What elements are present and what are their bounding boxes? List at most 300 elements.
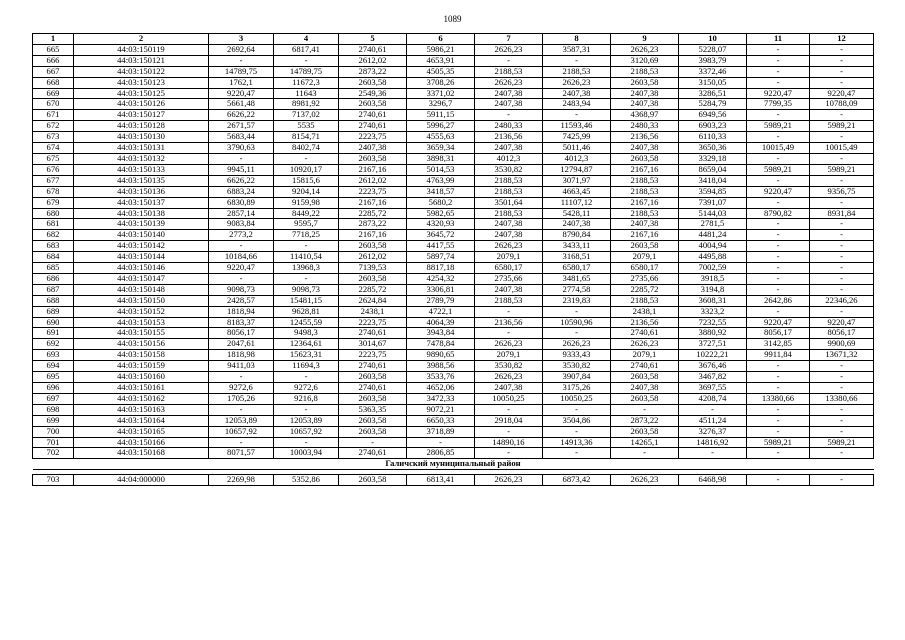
table-cell: 3790,63 (209, 143, 274, 154)
table-cell: 4012,3 (475, 153, 543, 164)
table-cell: 2188,53 (611, 175, 679, 186)
table-cell: 9072,21 (407, 404, 475, 415)
table-cell: 5989,21 (810, 437, 874, 448)
table-cell: 3608,31 (679, 295, 747, 306)
table-cell: 9220,47 (810, 88, 874, 99)
table-cell: 6813,41 (407, 475, 475, 486)
table-cell: 2188,53 (611, 295, 679, 306)
table-cell: 2603,58 (611, 77, 679, 88)
table-cell: - (747, 219, 810, 230)
table-cell: 2626,23 (543, 77, 611, 88)
table-row (33, 328, 874, 339)
table-cell: 2740,61 (339, 110, 407, 121)
table-cell: - (209, 153, 274, 164)
table-cell: 3150,05 (679, 77, 747, 88)
table-cell: 2603,58 (611, 153, 679, 164)
table-cell: 2603,58 (611, 393, 679, 404)
table-cell: 14789,75 (274, 66, 339, 77)
table-cell: 680 (33, 208, 74, 219)
table-row (33, 132, 874, 143)
table-cell: 2603,58 (339, 153, 407, 164)
table-cell: 2136,56 (475, 317, 543, 328)
table-cell: - (747, 475, 810, 486)
table-cell: 9900,69 (810, 339, 874, 350)
table-cell: 696 (33, 383, 74, 394)
table-cell: - (274, 437, 339, 448)
table-cell: 2223,75 (339, 132, 407, 143)
table-cell: 2188,53 (475, 208, 543, 219)
table-cell: 44:03:150160 (74, 372, 209, 383)
table-cell: 7139,53 (339, 263, 407, 274)
table-cell: - (747, 361, 810, 372)
table-cell: 44:03:150150 (74, 295, 209, 306)
table-cell: 2167,16 (339, 164, 407, 175)
table-cell: 6468,98 (679, 475, 747, 486)
column-header: 3 (209, 34, 274, 45)
table-cell: 674 (33, 143, 74, 154)
table-cell: 3071,97 (543, 175, 611, 186)
table-cell: 2789,79 (407, 295, 475, 306)
table-cell: 2407,38 (475, 219, 543, 230)
table-cell: 7002,59 (679, 263, 747, 274)
table-cell: - (209, 437, 274, 448)
table-cell: - (747, 284, 810, 295)
table-cell: 3467,82 (679, 372, 747, 383)
table-cell: 9204,14 (274, 186, 339, 197)
table-cell: 2285,72 (339, 284, 407, 295)
table-cell: 3880,92 (679, 328, 747, 339)
table-cell: 2319,83 (543, 295, 611, 306)
table-cell: 13968,3 (274, 263, 339, 274)
table-cell: 2549,36 (339, 88, 407, 99)
table-cell: 702 (33, 448, 74, 459)
table-cell: 2188,53 (611, 186, 679, 197)
table-cell: 5014,53 (407, 164, 475, 175)
table-row (33, 273, 874, 284)
table-cell: 2438,1 (611, 306, 679, 317)
table-cell: 44:03:150119 (74, 44, 209, 55)
table-cell: 2735,66 (611, 273, 679, 284)
table-cell: 10003,94 (274, 448, 339, 459)
table-cell: 2671,57 (209, 121, 274, 132)
table-cell: 44:03:150136 (74, 186, 209, 197)
table-cell: 6626,22 (209, 175, 274, 186)
table-cell: - (679, 448, 747, 459)
table-cell: - (747, 132, 810, 143)
table-cell: - (747, 306, 810, 317)
table-cell: 44:03:150125 (74, 88, 209, 99)
table-cell: 44:03:150127 (74, 110, 209, 121)
table-row (33, 252, 874, 263)
table-cell: 678 (33, 186, 74, 197)
table-cell: 2603,58 (339, 372, 407, 383)
table-cell: 2603,58 (339, 77, 407, 88)
table-cell: 3306,81 (407, 284, 475, 295)
table-cell: 701 (33, 437, 74, 448)
table-cell: 3323,2 (679, 306, 747, 317)
table-cell: 44:03:150159 (74, 361, 209, 372)
table-cell: 2136,56 (611, 132, 679, 143)
table-cell: 5989,21 (810, 121, 874, 132)
table-cell: - (747, 153, 810, 164)
column-header: 5 (339, 34, 407, 45)
table-cell: 2188,53 (475, 175, 543, 186)
column-header: 10 (679, 34, 747, 45)
table-cell: - (543, 110, 611, 121)
table-cell: - (810, 273, 874, 284)
table-cell: 2428,57 (209, 295, 274, 306)
table-cell: 692 (33, 339, 74, 350)
table-cell: 669 (33, 88, 74, 99)
table-cell: - (747, 110, 810, 121)
table-cell: 2773,2 (209, 230, 274, 241)
table-cell: 2873,22 (339, 219, 407, 230)
table-cell: 1818,94 (209, 306, 274, 317)
table-row (33, 306, 874, 317)
table-cell: 6903,23 (679, 121, 747, 132)
table-cell: - (209, 273, 274, 284)
table-cell: 683 (33, 241, 74, 252)
table-cell: 2407,38 (475, 230, 543, 241)
table-cell: 4722,1 (407, 306, 475, 317)
table-cell: 2188,53 (475, 66, 543, 77)
table-row (33, 66, 874, 77)
table-cell: 8154,71 (274, 132, 339, 143)
table-cell: 44:03:150148 (74, 284, 209, 295)
table-cell: 12455,59 (274, 317, 339, 328)
table-cell: 9216,8 (274, 393, 339, 404)
table-cell: 4555,63 (407, 132, 475, 143)
table-cell: 5352,86 (274, 475, 339, 486)
table-row (33, 153, 874, 164)
table-cell: - (611, 448, 679, 459)
table-cell: 3014,67 (339, 339, 407, 350)
table-cell: 5989,21 (747, 164, 810, 175)
table-cell: 682 (33, 230, 74, 241)
table-cell: 10184,66 (209, 252, 274, 263)
table-cell: 9890,65 (407, 350, 475, 361)
table-cell: 3371,02 (407, 88, 475, 99)
table-cell: 3194,8 (679, 284, 747, 295)
table-cell: 3587,31 (543, 44, 611, 55)
column-header: 2 (74, 34, 209, 45)
table-row (33, 143, 874, 154)
table-cell: 2626,23 (475, 44, 543, 55)
table-cell: 2188,53 (611, 208, 679, 219)
table-cell: 2624,84 (339, 295, 407, 306)
table-cell: - (810, 475, 874, 486)
table-cell: 2626,23 (475, 77, 543, 88)
table-cell: 2483,94 (543, 99, 611, 110)
table-cell: 689 (33, 306, 74, 317)
table-cell: 8790,84 (543, 230, 611, 241)
table-cell: 3988,56 (407, 361, 475, 372)
table-cell: - (274, 372, 339, 383)
table-cell: 2407,38 (543, 88, 611, 99)
table-cell: 2918,04 (475, 415, 543, 426)
table-cell: - (810, 241, 874, 252)
table-row (33, 110, 874, 121)
table-cell: 4320,93 (407, 219, 475, 230)
table-cell: 677 (33, 175, 74, 186)
table-cell: - (611, 404, 679, 415)
table-row (33, 219, 874, 230)
table-row (33, 383, 874, 394)
table-row (33, 475, 874, 486)
table-cell: 2774,58 (543, 284, 611, 295)
table-cell: 2480,33 (475, 121, 543, 132)
table-cell: 7718,25 (274, 230, 339, 241)
table-cell: 14265,1 (611, 437, 679, 448)
table-cell: 3530,82 (475, 164, 543, 175)
table-cell: - (810, 426, 874, 437)
table-cell: 3372,46 (679, 66, 747, 77)
table-cell: 1705,26 (209, 393, 274, 404)
table-cell: 3983,79 (679, 55, 747, 66)
table-cell: 44:03:150147 (74, 273, 209, 284)
table-cell: 2740,61 (339, 448, 407, 459)
table-cell: 3120,69 (611, 55, 679, 66)
table-cell: 2612,02 (339, 55, 407, 66)
table-cell: 2603,58 (339, 475, 407, 486)
table-cell: 44:03:150146 (74, 263, 209, 274)
table-cell: 8056,17 (209, 328, 274, 339)
table-cell: 44:03:150140 (74, 230, 209, 241)
table-cell: 9220,47 (747, 88, 810, 99)
header-row (33, 34, 874, 45)
table-cell: 5680,2 (407, 197, 475, 208)
table-cell: 691 (33, 328, 74, 339)
table-cell: 6873,42 (543, 475, 611, 486)
table-cell: - (810, 230, 874, 241)
table-cell: 2806,85 (407, 448, 475, 459)
table-cell: - (810, 197, 874, 208)
table-cell: - (679, 404, 747, 415)
table-row (33, 175, 874, 186)
table-cell: 2626,23 (475, 339, 543, 350)
table-row (33, 88, 874, 99)
table-cell: 13380,66 (747, 393, 810, 404)
table-cell: 2407,38 (611, 219, 679, 230)
table-cell: 2603,58 (339, 241, 407, 252)
table-cell: 7799,35 (747, 99, 810, 110)
table-cell: 2188,53 (611, 66, 679, 77)
table-cell: 9945,11 (209, 164, 274, 175)
table-cell: 8817,18 (407, 263, 475, 274)
table-cell: 6883,24 (209, 186, 274, 197)
column-header: 11 (747, 34, 810, 45)
table-cell: 700 (33, 426, 74, 437)
table-cell: 703 (33, 475, 74, 486)
table-cell: 5982,65 (407, 208, 475, 219)
table-cell: - (407, 437, 475, 448)
table-cell: 4481,24 (679, 230, 747, 241)
table-cell: 2167,16 (339, 230, 407, 241)
table-cell: - (747, 44, 810, 55)
table-cell: 4763,99 (407, 175, 475, 186)
table-cell: - (475, 404, 543, 415)
table-cell: 11410,54 (274, 252, 339, 263)
table-cell: - (810, 415, 874, 426)
table-cell: - (475, 306, 543, 317)
table-cell: 6580,17 (475, 263, 543, 274)
table-cell: 2740,61 (611, 361, 679, 372)
table-cell: 5911,15 (407, 110, 475, 121)
table-cell: 693 (33, 350, 74, 361)
table-cell: 7137,02 (274, 110, 339, 121)
table-cell: 8402,74 (274, 143, 339, 154)
table-cell: 2079,1 (475, 252, 543, 263)
table-cell: 10015,49 (747, 143, 810, 154)
table-row (33, 164, 874, 175)
table-cell: 5986,21 (407, 44, 475, 55)
table-cell: 2626,23 (475, 372, 543, 383)
table-cell: 44:03:150138 (74, 208, 209, 219)
table-cell: - (810, 77, 874, 88)
table-cell: 3418,04 (679, 175, 747, 186)
table-cell: 5228,07 (679, 44, 747, 55)
table-cell: 2873,22 (339, 66, 407, 77)
table-cell: - (810, 372, 874, 383)
table-row (33, 99, 874, 110)
table-cell: 14913,36 (543, 437, 611, 448)
table-row (33, 241, 874, 252)
section-title: Галичский муниципальный район (33, 459, 874, 470)
table-cell: 9220,47 (747, 317, 810, 328)
table-cell: 11107,12 (543, 197, 611, 208)
table-cell: 2047,61 (209, 339, 274, 350)
table-cell: 3175,26 (543, 383, 611, 394)
table-cell: 2626,23 (611, 44, 679, 55)
table-cell: 11694,3 (274, 361, 339, 372)
table-cell: 3943,84 (407, 328, 475, 339)
table-cell: - (209, 241, 274, 252)
table-row (33, 415, 874, 426)
table-cell: - (810, 383, 874, 394)
table-cell: 14816,92 (679, 437, 747, 448)
table-cell: 15815,6 (274, 175, 339, 186)
table-cell: - (274, 273, 339, 284)
table-cell: 3533,76 (407, 372, 475, 383)
table-cell: 2407,38 (611, 383, 679, 394)
table-cell: 5011,46 (543, 143, 611, 154)
table-row (33, 230, 874, 241)
table-cell: 4663,45 (543, 186, 611, 197)
table-cell: 4208,74 (679, 393, 747, 404)
table-cell: 11643 (274, 88, 339, 99)
table-cell: 12053,89 (274, 415, 339, 426)
table-cell: 10657,92 (274, 426, 339, 437)
table-cell: - (810, 284, 874, 295)
table-cell: 2079,1 (611, 350, 679, 361)
table-cell: 2740,61 (611, 328, 679, 339)
table-cell: - (747, 66, 810, 77)
table-cell: 2407,38 (475, 383, 543, 394)
table-cell: 44:04:000000 (74, 475, 209, 486)
table-cell: 12364,61 (274, 339, 339, 350)
table-cell: 6626,22 (209, 110, 274, 121)
table-cell: - (543, 306, 611, 317)
table-cell: 2223,75 (339, 317, 407, 328)
table-row (33, 448, 874, 459)
table-cell: 9220,47 (747, 186, 810, 197)
table-cell: 7425,99 (543, 132, 611, 143)
table-cell: 2407,38 (543, 219, 611, 230)
table-cell: 44:03:150121 (74, 55, 209, 66)
table-row (33, 317, 874, 328)
table-cell: 4653,91 (407, 55, 475, 66)
table-cell: 5996,27 (407, 121, 475, 132)
table-cell: 4004,94 (679, 241, 747, 252)
table-cell: - (747, 383, 810, 394)
table-row (33, 55, 874, 66)
table-cell: 9272,6 (209, 383, 274, 394)
table-cell: 9083,84 (209, 219, 274, 230)
table-cell: 44:03:150126 (74, 99, 209, 110)
column-header: 9 (611, 34, 679, 45)
table-cell: 44:03:150153 (74, 317, 209, 328)
table-cell: 4495,88 (679, 252, 747, 263)
table-cell: - (209, 55, 274, 66)
table-cell: 6580,17 (611, 263, 679, 274)
table-cell: 44:03:150123 (74, 77, 209, 88)
table-cell: 2136,56 (611, 317, 679, 328)
table-cell: 698 (33, 404, 74, 415)
table-cell: - (810, 44, 874, 55)
table-row (33, 284, 874, 295)
table-cell: 679 (33, 197, 74, 208)
table-cell: 2740,61 (339, 328, 407, 339)
table-cell: 8981,92 (274, 99, 339, 110)
table-cell: 9595,7 (274, 219, 339, 230)
table-cell: - (747, 252, 810, 263)
table-cell: 3276,37 (679, 426, 747, 437)
table-cell: 2781,5 (679, 219, 747, 230)
table-cell: - (810, 175, 874, 186)
table-cell: 2692,64 (209, 44, 274, 55)
table-cell: 2407,38 (611, 143, 679, 154)
table-cell: 10050,25 (543, 393, 611, 404)
table-cell: - (747, 263, 810, 274)
table-cell: 4511,24 (679, 415, 747, 426)
table-cell: 3530,82 (475, 361, 543, 372)
table-cell: 672 (33, 121, 74, 132)
table-cell: 3718,89 (407, 426, 475, 437)
table-cell: 8790,82 (747, 208, 810, 219)
table-cell: - (810, 361, 874, 372)
table-cell: 2223,75 (339, 186, 407, 197)
table-cell: 44:03:150139 (74, 219, 209, 230)
table-cell: - (475, 448, 543, 459)
table-cell: 9159,98 (274, 197, 339, 208)
table-cell: 3142,85 (747, 339, 810, 350)
table-cell: 44:03:150131 (74, 143, 209, 154)
table-cell: 5428,11 (543, 208, 611, 219)
table-cell: 2188,53 (543, 66, 611, 77)
table-cell: 3650,36 (679, 143, 747, 154)
table-row (33, 404, 874, 415)
table-cell: 9098,73 (274, 284, 339, 295)
table-cell: 2167,16 (611, 197, 679, 208)
table-cell: 9911,84 (747, 350, 810, 361)
table-cell: 44:03:150162 (74, 393, 209, 404)
table-cell: 9272,6 (274, 383, 339, 394)
table-cell: 10920,17 (274, 164, 339, 175)
table-cell: - (747, 426, 810, 437)
table-cell: 4368,97 (611, 110, 679, 121)
table-cell: 2603,58 (339, 99, 407, 110)
table-cell: - (747, 372, 810, 383)
